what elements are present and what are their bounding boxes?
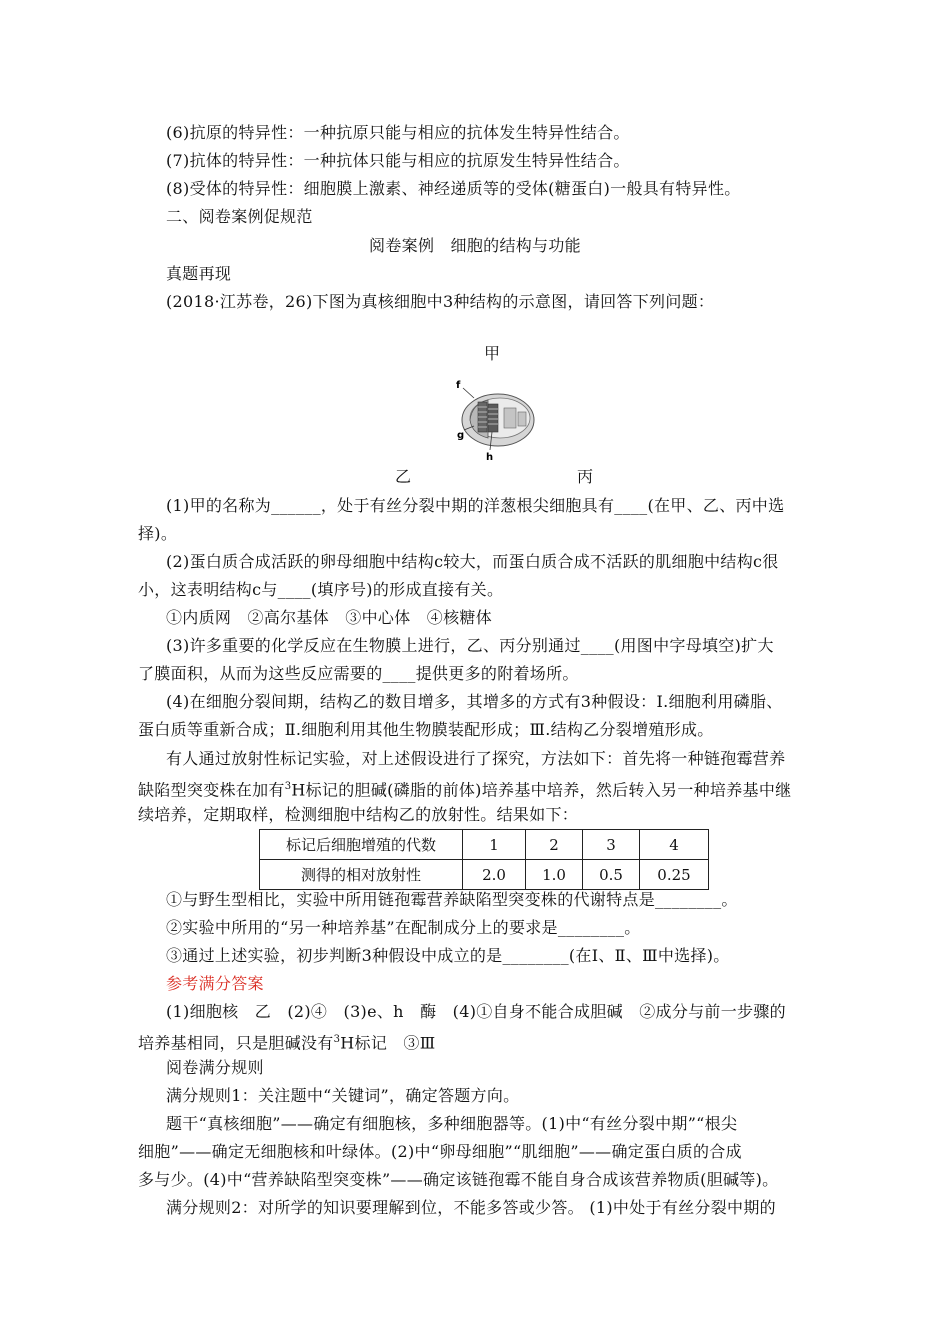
table-cell: 标记后细胞增殖的代数 xyxy=(260,830,463,860)
text-line: (7)抗体的特异性：一种抗体只能与相应的抗原发生特异性结合。 xyxy=(166,151,630,170)
table-row xyxy=(260,860,709,890)
question-2-options: ①内质网 ②高尔基体 ③中心体 ④核糖体 xyxy=(166,608,493,627)
rule-1-detail-cont: 细胞”——确定无细胞核和叶绿体。(2)中“卵母细胞”“肌细胞”——确定蛋白质的合成 xyxy=(138,1142,742,1161)
label-f: f xyxy=(456,380,461,391)
rule-1: 满分规则1：关注题中“关键词”，确定答题方向。 xyxy=(166,1086,520,1105)
question-1: (1)甲的名称为______，处于有丝分裂中期的洋葱根尖细胞具有____(在甲、乙、丙中选 xyxy=(166,496,785,515)
method-para: 有人通过放射性标记实验，对上述假设进行了探究，方法如下：首先将一种链孢霉营养 xyxy=(166,749,786,768)
question-4-cont: 蛋白质等重新合成；Ⅱ.细胞利用其他生物膜装配形成；Ⅲ.结构乙分裂增殖形成。 xyxy=(138,720,714,739)
table-cell: 1 xyxy=(463,830,526,860)
answer-heading: 参考满分答案 xyxy=(166,974,264,993)
label-h: h xyxy=(486,452,494,463)
table-cell: 2.0 xyxy=(463,860,526,890)
rule-1-detail: 题干“真核细胞”——确定有细胞核，多种细胞器等。(1)中“有丝分裂中期”“根尖 xyxy=(166,1114,738,1133)
question-4: (4)在细胞分裂间期，结构乙的数目增多，其增多的方式有3种假设：Ⅰ.细胞利用磷脂、 xyxy=(166,692,783,711)
sub-question-1: ①与野生型相比，实验中所用链孢霉营养缺陷型突变株的代谢特点是________。 xyxy=(166,890,738,909)
results-table xyxy=(259,829,709,890)
subheading: 真题再现 xyxy=(166,264,232,283)
method-para-cont: 续培养，定期取样，检测细胞中结构乙的放射性。结果如下： xyxy=(138,805,579,824)
sub-question-3: ③通过上述实验，初步判断3种假设中成立的是________(在Ⅰ、Ⅱ、Ⅲ中选择)。 xyxy=(166,946,730,965)
text-line: (6)抗原的特异性：一种抗原只能与相应的抗体发生特异性结合。 xyxy=(166,123,630,142)
nucleus-diagram xyxy=(448,374,536,464)
table-cell: 1.0 xyxy=(526,860,583,890)
sub-question-2: ②实验中所用的“另一种培养基”在配制成分上的要求是________。 xyxy=(166,918,641,937)
table-cell: 测得的相对放射性 xyxy=(260,860,463,890)
label-g: g xyxy=(457,430,465,441)
table-cell: 0.25 xyxy=(640,860,709,890)
question-1-cont: 择)。 xyxy=(138,524,178,543)
answer-text-cont: 培养基相同，只是胆碱没有$^3$H标记 ③Ⅲ xyxy=(138,1033,436,1053)
case-title: 阅卷案例 细胞的结构与功能 xyxy=(369,236,581,255)
question-2: (2)蛋白质合成活跃的卵母细胞中结构c较大，而蛋白质合成不活跃的肌细胞中结构c很 xyxy=(166,552,779,571)
rules-heading: 阅卷满分规则 xyxy=(166,1058,264,1077)
question-intro: (2018·江苏卷，26)下图为真核细胞中3种结构的示意图，请回答下列问题： xyxy=(166,292,715,311)
question-3-cont: 了膜面积，从而为这些反应需要的____提供更多的附着场所。 xyxy=(138,664,579,683)
table-row xyxy=(260,830,709,860)
question-3: (3)许多重要的化学反应在生物膜上进行，乙、丙分别通过____(用图中字母填空)扩大 xyxy=(166,636,774,655)
question-2-cont: 小，这表明结构c与____(填序号)的形成直接有关。 xyxy=(138,580,504,599)
figure-label-yi: 乙 xyxy=(395,467,412,486)
answer-text: (1)细胞核 乙 (2)④ (3)e、h 酶 (4)①自身不能合成胆碱 ②成分与前一步骤的 xyxy=(166,1002,786,1021)
rule-1-detail-cont: 多与少。(4)中“营养缺陷型突变株”——确定该链孢霉不能自身合成该营养物质(胆碱等)。 xyxy=(138,1170,779,1189)
rule-2: 满分规则2：对所学的知识要理解到位，不能多答或少答。 (1)中处于有丝分裂中期的 xyxy=(166,1198,776,1217)
table-cell: 4 xyxy=(640,830,709,860)
text-line: (8)受体的特异性：细胞膜上激素、神经递质等的受体(糖蛋白)一般具有特异性。 xyxy=(166,179,741,198)
table-cell: 2 xyxy=(526,830,583,860)
table-cell: 3 xyxy=(583,830,640,860)
section-heading: 二、阅卷案例促规范 xyxy=(166,207,313,226)
figure-label-jia: 甲 xyxy=(484,344,501,363)
table-cell: 0.5 xyxy=(583,860,640,890)
method-para-cont: 缺陷型突变株在加有$^3$H标记的胆碱(磷脂的前体)培养基中培养，然后转入另一种培养基中继 xyxy=(138,780,792,800)
figure-label-bing: 丙 xyxy=(577,467,594,486)
